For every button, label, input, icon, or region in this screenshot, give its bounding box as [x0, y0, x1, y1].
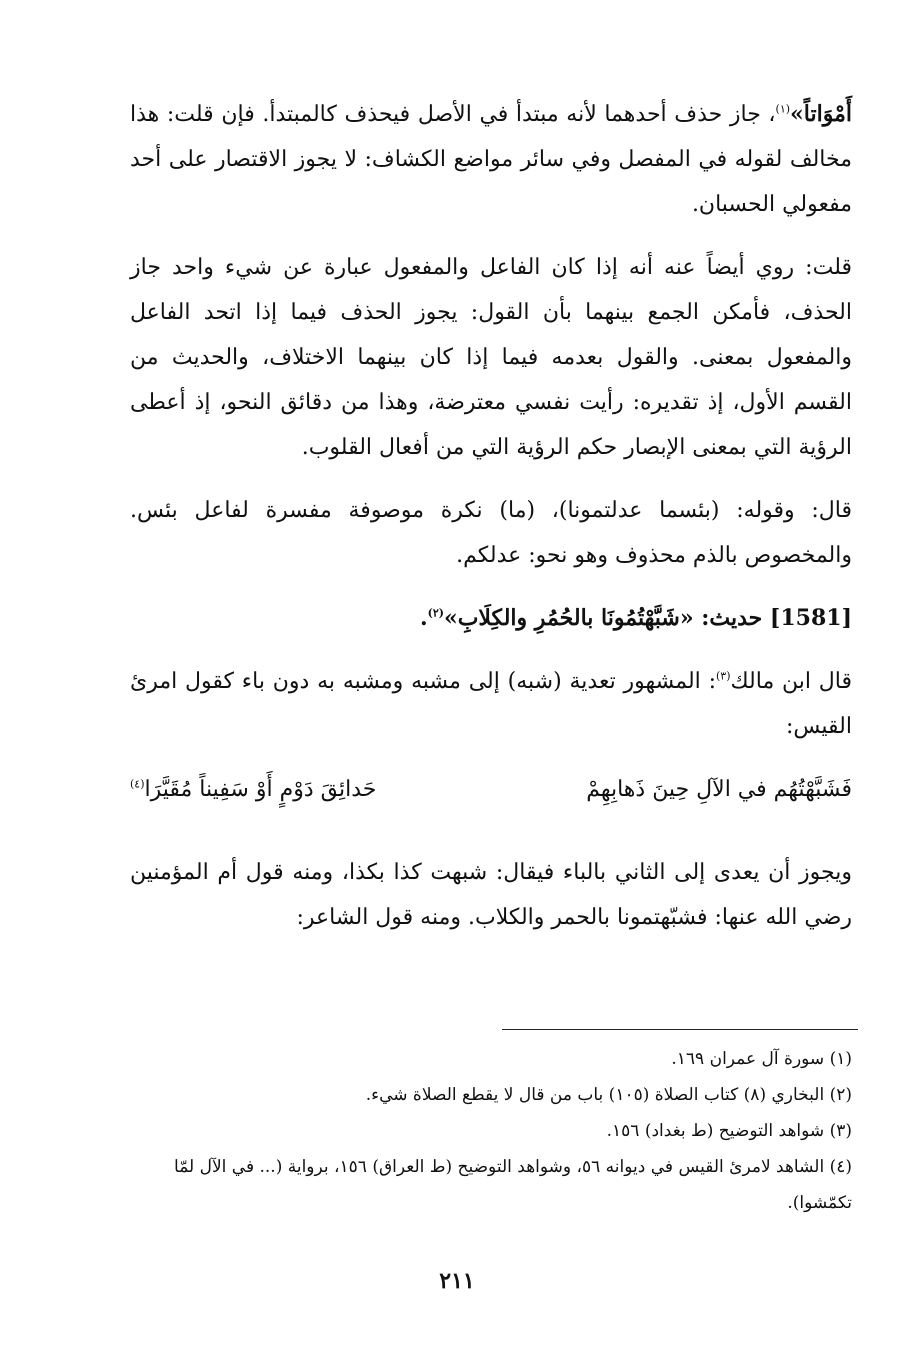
paragraph-1: [130, 92, 852, 227]
quran-word: أَمْوَاتاً»: [790, 101, 852, 127]
footnote-ref-4: (٤): [130, 777, 145, 791]
paragraph-3: قال: وقوله: (بئسما عدلتمونا)، (ما) نكرة موصوفة مفسرة لفاعل بئس. والمخصوص بالذم محذوف وهو نحو: عدلكم.: [130, 498, 852, 568]
hadith-number: [1581]: [769, 605, 852, 631]
footnote-3: (٣) شواهد التوضيح (ط بغداد) ١٥٦.: [606, 1121, 852, 1141]
verse-first-hemistich: فَشَبَّهْتُهُم في الآلِ حِينَ ذَهابِهِمْ: [586, 777, 852, 802]
paragraph-2: قلت: روي أيضاً عنه أنه إذا كان الفاعل والمفعول عبارة عن شيء واحد جاز الحذف، فأمكن الجمع بينهما بأن القول: يجوز الحذف فيما إذا اتحد الفاعل والمفعول بمعنى. والقول بعدمه فيما إذا كان بينهما الاختلاف، والحديث من القسم الأول، إذ تقديره: رأيت نفسي معترضة، وهذا من دقائق النحو، إذ أعطى الرؤية التي بمعنى الإبصار حكم الرؤية التي من أفعال القلوب.: [130, 255, 852, 460]
verse-second-wrapper: [130, 767, 376, 812]
page-number: ٢١١: [439, 1268, 475, 1294]
malik-text-before: قال ابن مالك: [730, 669, 853, 694]
main-text: [130, 92, 852, 958]
footnote-2: (٢) البخاري (٨) كتاب الصلاة (١٠٥) باب من قال لا يقطع الصلاة شيء.: [365, 1085, 852, 1105]
hadith-quote: «شَبَّهْتُمُونَا بالحُمُرِ والكِلَابِ»: [443, 605, 694, 631]
poetry-verse: [130, 767, 852, 812]
paragraph-malik: [130, 659, 852, 749]
footnote-divider: [502, 1029, 858, 1030]
footnote-ref-1: (١): [775, 102, 791, 116]
footnotes: [130, 1041, 852, 1221]
paragraph-last: ويجوز أن يعدى إلى الثاني بالباء فيقال: شبهت كذا بكذا، ومنه قول أم المؤمنين رضي الله عنها: فشبّهتمونا بالحمر والكلاب. ومنه قول الشاعر:: [130, 860, 852, 930]
malik-text-after: : المشهور تعدية (شبه) إلى مشبه ومشبه به دون باء كقول امرئ القيس:: [130, 669, 852, 739]
paragraph-1-text: ، جاز حذف أحدهما لأنه مبتدأ في الأصل فيحذف كالمبتدأ. فإن قلت: هذا مخالف لقوله في المفصل وفي سائر مواضع الكشاف: لا يجوز الاقتصار على أحد مفعولي الحسبان.: [130, 102, 852, 217]
verse-second-hemistich: حَدائِقَ دَوْمٍ أَوْ سَفِيناً مُقَيَّرَا: [144, 777, 377, 802]
hadith-end: .: [419, 605, 428, 631]
hadith-heading: [130, 596, 852, 641]
footnote-ref-3: (٣): [715, 669, 731, 683]
hadith-label: حديث:: [701, 605, 763, 631]
footnote-1: (١) سورة آل عمران ١٦٩.: [671, 1049, 852, 1069]
footnote-4: (٤) الشاهد لامرئ القيس في ديوانه ٥٦، وشواهد التوضيح (ط العراق) ١٥٦، برواية (... في الآل لمّا تكمّشوا).: [174, 1157, 852, 1213]
footnote-ref-2: (٢): [427, 606, 444, 620]
